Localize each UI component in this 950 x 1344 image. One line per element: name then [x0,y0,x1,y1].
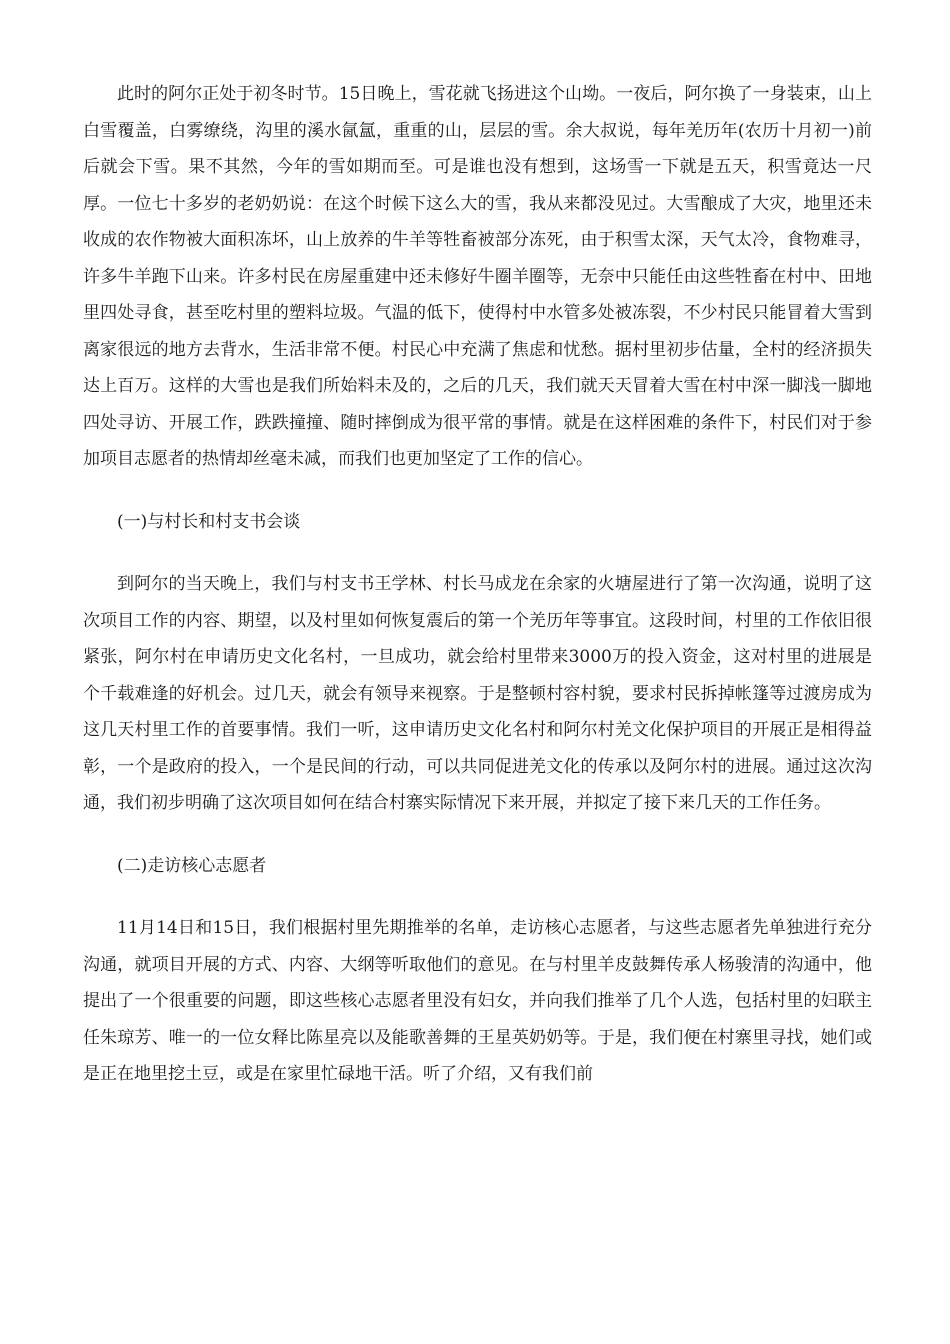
section-heading-volunteers: (二)走访核心志愿者 [117,855,267,876]
section-heading-meeting: (一)与村长和村支书会谈 [117,511,301,532]
paragraph-volunteers: 11月14日和15日，我们根据村里先期推举的名单，走访核心志愿者，与这些志愿者先单独进行充分沟通，就项目开展的方式、内容、大纲等听取他们的意见。在与村里羊皮鼓舞传承人杨骏清的沟通中，他提出了一个很重要的问题，即这些核心志愿者里没有妇女，并向我们推举了几个人选，包括村里的妇联主任朱琼芳、唯一的一位女释比陈星亮以及能歌善舞的王星英奶奶等。于是，我们便在村寨里寻找，她们或是正在地里挖土豆，或是在家里忙碌地干活。听了介绍，又有我们前 [83,918,872,1084]
paragraph-meeting: 到阿尔的当天晚上，我们与村支书王学林、村长马成龙在余家的火塘屋进行了第一次沟通，说明了这次项目工作的内容、期望，以及村里如何恢复震后的第一个羌历年等事宜。这段时间，村里的工作依旧很紧张，阿尔村在申请历史文化名村，一旦成功，就会给村里带来3000万的投入资金，这对村里的进展是个千载难逢的好机会。过几天，就会有领导来视察。于是整顿村容村貌，要求村民拆掉帐篷等过渡房成为这几天村里工作的首要事情。我们一听，这申请历史文化名村和阿尔村羌文化保护项目的开展正是相得益彰，一个是政府的投入，一个是民间的行动，可以共同促进羌文化的传承以及阿尔村的进展。通过这次沟通，我们初步明确了这次项目如何在结合村寨实际情况下来开展，并拟定了接下来几天的工作任务。 [83,574,872,813]
paragraph-early-winter-snow: 此时的阿尔正处于初冬时节。15日晚上，雪花就飞扬进这个山坳。一夜后，阿尔换了一身装束，山上白雪覆盖，白雾缭绕，沟里的溪水氤氲，重重的山，层层的雪。余大叔说，每年羌历年(农历十月初一)前后就会下雪。果不其然，今年的雪如期而至。可是谁也没有想到，这场雪一下就是五天，积雪竟达一尺厚。一位七十多岁的老奶奶说：在这个时候下这么大的雪，我从来都没见过。大雪酿成了大灾，地里还未收成的农作物被大面积冻坏，山上放养的牛羊等牲畜被部分冻死，由于积雪太深，天气太冷，食物难寻，许多牛羊跑下山来。许多村民在房屋重建中还未修好牛圈羊圈等，无奈中只能任由这些牲畜在村中、田地里四处寻食，甚至吃村里的塑料垃圾。气温的低下，使得村中水管多处被冻裂，不少村民只能冒着大雪到离家很远的地方去背水，生活非常不便。村民心中充满了焦虑和忧愁。据村里初步估量，全村的经济损失达上百万。这样的大雪也是我们所始料未及的，之后的几天，我们就天天冒着大雪在村中深一脚浅一脚地四处寻访、开展工作，跌跌撞撞、随时摔倒成为很平常的事情。就是在这样困难的条件下，村民们对于参加项目志愿者的热情却丝毫未减，而我们也更加坚定了工作的信心。 [83,84,872,469]
document-page [83,76,872,1119]
